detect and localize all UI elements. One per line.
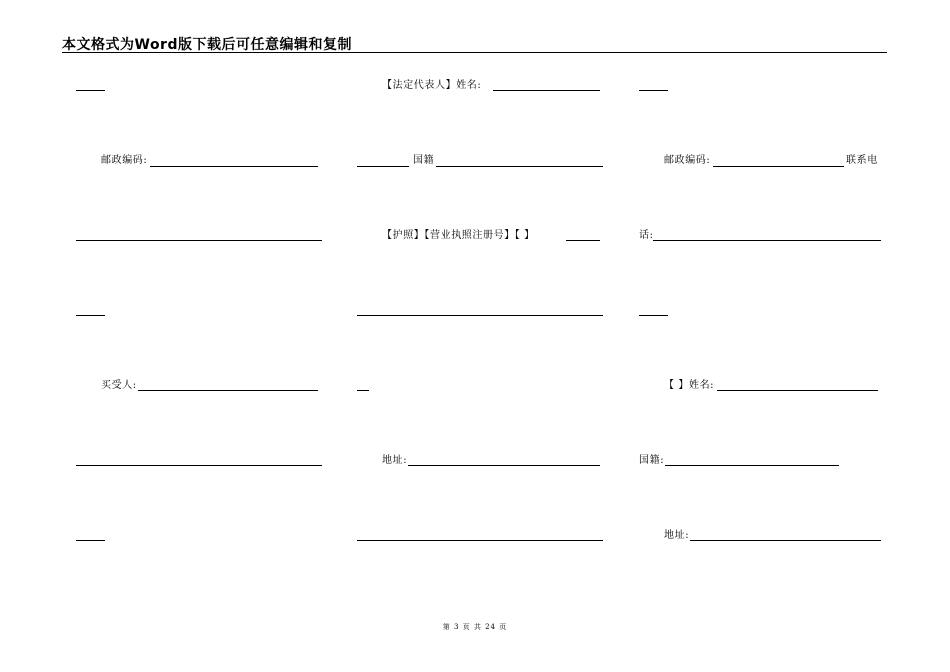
postal-code-field[interactable] <box>150 166 318 167</box>
phone-field[interactable] <box>653 240 881 241</box>
page-header-title: 本文格式为Word版下载后可任意编辑和复制 <box>62 37 352 53</box>
blank-line <box>639 90 668 91</box>
address-field-right[interactable] <box>690 540 881 541</box>
blank-line <box>76 315 105 316</box>
passport-license-field[interactable] <box>566 240 600 241</box>
nationality-label: 国籍 <box>413 155 435 166</box>
blank-line <box>357 540 603 541</box>
header-rule <box>62 52 887 53</box>
name-field-right[interactable] <box>717 390 878 391</box>
blank-line <box>76 90 105 91</box>
buyer-label: 买受人: <box>101 380 137 391</box>
legal-rep-name-field[interactable] <box>493 90 600 91</box>
blank-line <box>357 166 409 167</box>
blank-line <box>76 240 322 241</box>
nationality-field-right[interactable] <box>665 465 839 466</box>
page-number-footer: 第 3 页 共 24 页 <box>442 623 508 631</box>
postal-code-field-right[interactable] <box>713 166 844 167</box>
blank-line <box>357 315 603 316</box>
nationality-label-right: 国籍: <box>639 455 665 466</box>
phone-label: 话: <box>639 230 654 241</box>
blank-line <box>76 540 105 541</box>
passport-license-label: 【护照】【营业执照注册号】【 】 <box>382 230 535 241</box>
address-label-right: 地址: <box>664 530 690 541</box>
nationality-field[interactable] <box>436 166 603 167</box>
blank-line <box>76 465 322 466</box>
blank-line <box>357 390 369 391</box>
postal-code-label-right: 邮政编码: <box>664 155 711 166</box>
address-field[interactable] <box>408 465 600 466</box>
postal-code-label: 邮政编码: <box>101 155 148 166</box>
legal-rep-label: 【法定代表人】姓名: <box>382 80 482 91</box>
blank-line <box>639 315 668 316</box>
name-label-right: 【 】姓名: <box>664 380 715 391</box>
address-label: 地址: <box>382 455 408 466</box>
contact-label: 联系电 <box>846 155 878 166</box>
buyer-field[interactable] <box>138 390 318 391</box>
